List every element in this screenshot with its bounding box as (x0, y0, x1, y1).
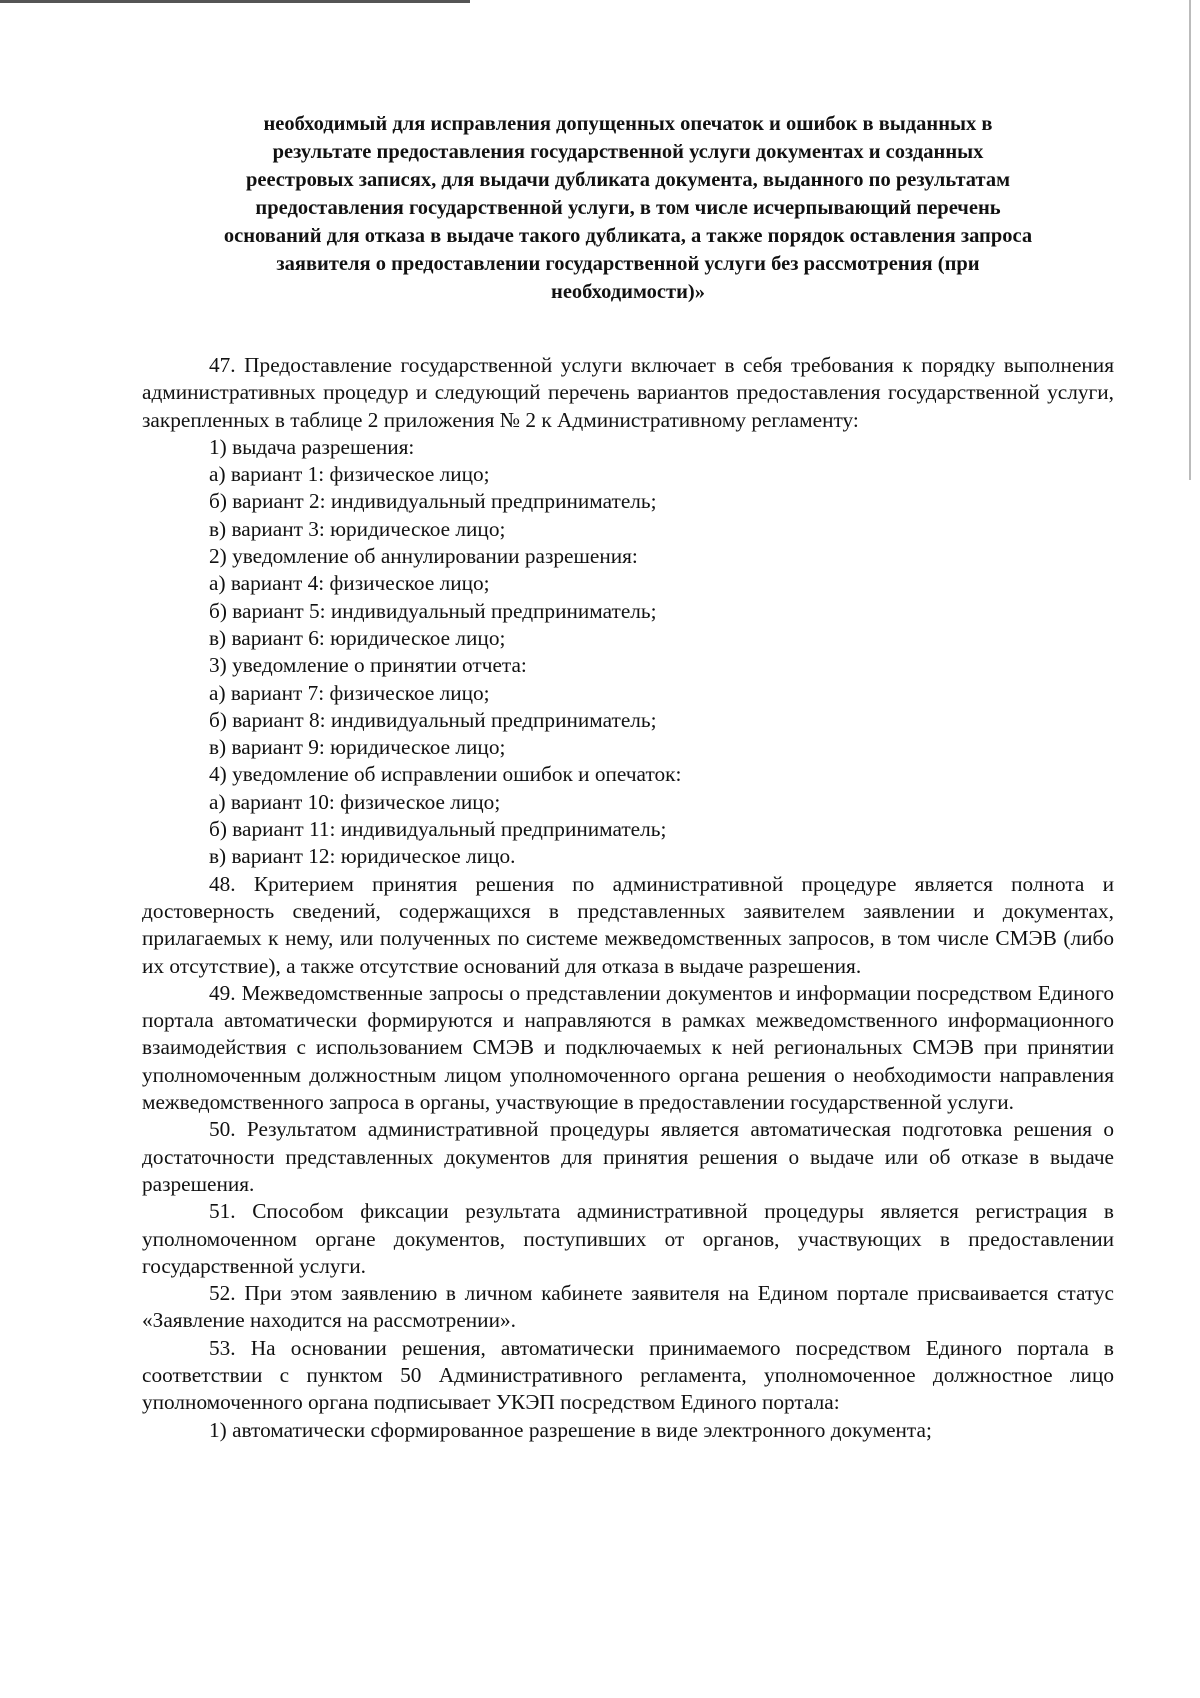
paragraph-49: 49. Межведомственные запросы о представлении документов и информации посредством Единого портала автоматически формируются и направляются в рамках межведомственного информационного взаимодействия с использованием СМЭВ и подключаемых к ней региональных СМЭВ при принятии уполномоченным должностным лицом уполномоченного органа решения о необходимости направления межведомственного запроса в органы, участвующие в предоставлении государственной услуги. (142, 980, 1114, 1115)
heading-line: результате предоставления государственной услуги документах и созданных (272, 141, 984, 163)
scan-edge-line (0, 0, 470, 3)
list-item: 4) уведомление об исправлении ошибок и опечаток: (209, 762, 682, 787)
heading-line: предоставления государственной услуги, в том числе исчерпывающий перечень (255, 197, 1001, 219)
heading-line: необходимый для исправления допущенных опечаток и ошибок в выданных в (263, 113, 993, 135)
heading-line: заявителя о предоставлении государственной услуги без рассмотрения (при (276, 253, 980, 275)
list-item: б) вариант 2: индивидуальный предприниматель; (209, 489, 657, 514)
list-item: б) вариант 8: индивидуальный предприниматель; (209, 707, 657, 732)
paragraph-53: 53. На основании решения, автоматически принимаемого посредством Единого портала в соответствии с пунктом 50 Административного регламента, уполномоченное должностное лицо уполномоченного органа подписывает УКЭП посредством Единого портала: (142, 1335, 1114, 1415)
heading-line: необходимости)» (551, 281, 705, 303)
list-item: а) вариант 10: физическое лицо; (209, 789, 501, 814)
paragraph-50: 50. Результатом административной процедуры является автоматическая подготовка решения о достаточности представленных документов для принятия решения о выдаче или об отказе в выдаче разрешения. (142, 1117, 1114, 1196)
paragraph-47: 47. Предоставление государственной услуги включает в себя требования к порядку выполнения административных процедур и следующий перечень вариантов предоставления государственной услуги, закрепленных в таблице 2 приложения № 2 к Административному регламенту: (142, 353, 1114, 432)
list-item: 3) уведомление о принятии отчета: (209, 653, 527, 678)
heading-line: реестровых записях, для выдачи дубликата документа, выданного по результатам (245, 169, 1011, 191)
section-heading (142, 110, 1114, 306)
list-item: б) вариант 5: индивидуальный предприниматель; (209, 598, 657, 623)
scan-margin-line (1189, 0, 1191, 480)
list-item: в) вариант 12: юридическое лицо. (209, 844, 516, 869)
document-page (142, 110, 1114, 1444)
heading-line: оснований для отказа в выдаче такого дубликата, а также порядок оставления запроса (223, 225, 1033, 247)
document-body (142, 352, 1114, 1444)
paragraph-52: 52. При этом заявлению в личном кабинете заявителя на Едином портале присваивается статус «Заявление находится на рассмотрении». (142, 1281, 1114, 1333)
list-item: в) вариант 9: юридическое лицо; (209, 735, 506, 760)
list-item: а) вариант 1: физическое лицо; (209, 462, 490, 487)
list-item: а) вариант 7: физическое лицо; (209, 680, 490, 705)
list-item: в) вариант 3: юридическое лицо; (209, 516, 506, 541)
paragraph-51: 51. Способом фиксации результата административной процедуры является регистрация в уполномоченном органе документов, поступивших от органов, участвующих в предоставлении государственной услуги. (142, 1199, 1114, 1278)
list-item: 2) уведомление об аннулировании разрешения: (209, 544, 638, 569)
list-item: 1) выдача разрешения: (209, 434, 415, 459)
list-item: 1) автоматически сформированное разрешение в виде электронного документа; (209, 1417, 932, 1442)
list-item: в) вариант 6: юридическое лицо; (209, 625, 506, 650)
paragraph-48: 48. Критерием принятия решения по административной процедуре является полнота и достоверность сведений, содержащихся в представленных заявителем заявлении и документах, прилагаемых к нему, или полученных по системе межведомственных запросов, в том числе СМЭВ (либо их отсутствие), а также отсутствие оснований для отказа в выдаче разрешения. (142, 871, 1114, 978)
list-item: б) вариант 11: индивидуальный предприниматель; (209, 817, 667, 842)
list-item: а) вариант 4: физическое лицо; (209, 571, 490, 596)
